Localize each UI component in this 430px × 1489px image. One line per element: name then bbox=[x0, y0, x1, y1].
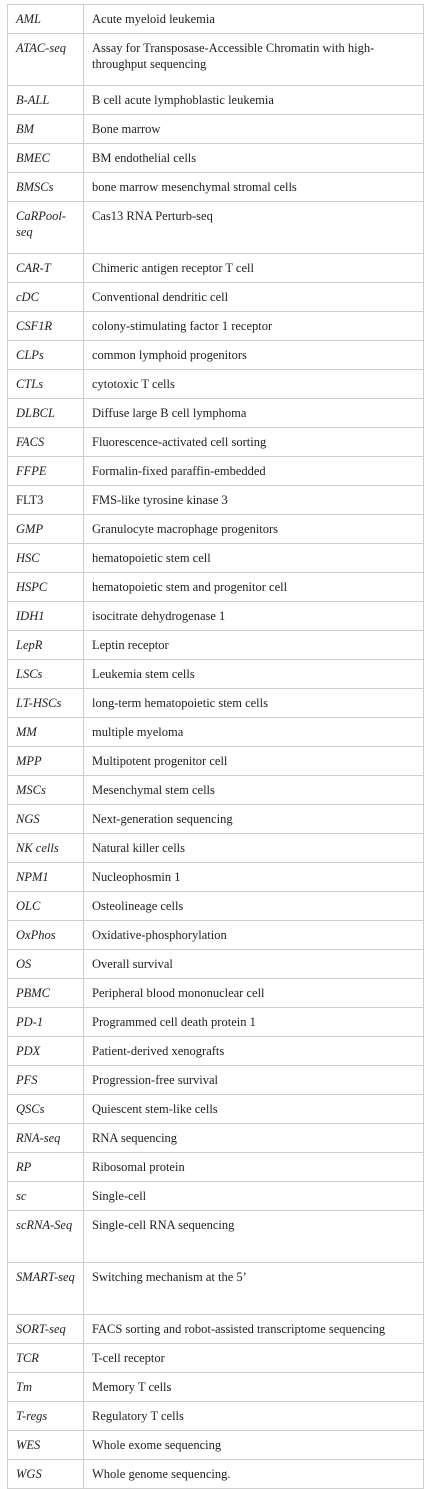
definition-cell: hematopoietic stem and progenitor cell bbox=[84, 573, 424, 602]
abbreviation-cell: cDC bbox=[8, 283, 84, 312]
abbreviation-cell: PFS bbox=[8, 1066, 84, 1095]
table-row bbox=[8, 1315, 424, 1344]
abbreviation-cell: scRNA-Seq bbox=[8, 1211, 84, 1263]
abbreviation-cell: CLPs bbox=[8, 341, 84, 370]
table-row bbox=[8, 254, 424, 283]
abbreviation-cell: OLC bbox=[8, 892, 84, 921]
table-row bbox=[8, 1008, 424, 1037]
table-row bbox=[8, 776, 424, 805]
definition-cell: bone marrow mesenchymal stromal cells bbox=[84, 173, 424, 202]
abbreviation-cell: CSF1R bbox=[8, 312, 84, 341]
definition-cell: Programmed cell death protein 1 bbox=[84, 1008, 424, 1037]
table-row bbox=[8, 428, 424, 457]
definition-cell: FMS-like tyrosine kinase 3 bbox=[84, 486, 424, 515]
abbreviation-cell: HSPC bbox=[8, 573, 84, 602]
table-row bbox=[8, 805, 424, 834]
abbreviation-cell: B-ALL bbox=[8, 86, 84, 115]
abbreviation-cell: PBMC bbox=[8, 979, 84, 1008]
definition-cell: colony-stimulating factor 1 receptor bbox=[84, 312, 424, 341]
definition-cell: Osteolineage cells bbox=[84, 892, 424, 921]
definition-cell: multiple myeloma bbox=[84, 718, 424, 747]
definition-cell: T-cell receptor bbox=[84, 1344, 424, 1373]
abbreviation-cell: GMP bbox=[8, 515, 84, 544]
table-row bbox=[8, 312, 424, 341]
abbreviation-cell: CaRPool-seq bbox=[8, 202, 84, 254]
definition-cell: RNA sequencing bbox=[84, 1124, 424, 1153]
definition-cell: Quiescent stem-like cells bbox=[84, 1095, 424, 1124]
abbreviation-cell: PDX bbox=[8, 1037, 84, 1066]
abbreviation-cell: AML bbox=[8, 5, 84, 34]
abbreviation-cell: NPM1 bbox=[8, 863, 84, 892]
table-row bbox=[8, 86, 424, 115]
table-row bbox=[8, 689, 424, 718]
abbreviation-cell: FACS bbox=[8, 428, 84, 457]
definition-cell: Patient-derived xenografts bbox=[84, 1037, 424, 1066]
definition-cell: Acute myeloid leukemia bbox=[84, 5, 424, 34]
abbreviation-cell: NK cells bbox=[8, 834, 84, 863]
definition-cell: Granulocyte macrophage progenitors bbox=[84, 515, 424, 544]
abbreviation-cell: BM bbox=[8, 115, 84, 144]
abbreviation-cell: NGS bbox=[8, 805, 84, 834]
definition-cell: BM endothelial cells bbox=[84, 144, 424, 173]
table-row bbox=[8, 5, 424, 34]
abbreviation-cell: LepR bbox=[8, 631, 84, 660]
table-row bbox=[8, 602, 424, 631]
table-row bbox=[8, 341, 424, 370]
table-row bbox=[8, 1066, 424, 1095]
abbreviation-cell: QSCs bbox=[8, 1095, 84, 1124]
definition-cell: Whole exome sequencing bbox=[84, 1431, 424, 1460]
table-row bbox=[8, 1460, 424, 1489]
abbreviation-cell: DLBCL bbox=[8, 399, 84, 428]
table-row bbox=[8, 1095, 424, 1124]
definition-cell: Conventional dendritic cell bbox=[84, 283, 424, 312]
table-row bbox=[8, 1037, 424, 1066]
definition-cell: Natural killer cells bbox=[84, 834, 424, 863]
table-row bbox=[8, 747, 424, 776]
definition-cell: Whole genome sequencing. bbox=[84, 1460, 424, 1489]
definition-cell: Cas13 RNA Perturb-seq bbox=[84, 202, 424, 254]
definition-cell: Mesenchymal stem cells bbox=[84, 776, 424, 805]
table-row bbox=[8, 950, 424, 979]
definition-cell: Overall survival bbox=[84, 950, 424, 979]
abbreviation-cell: SORT-seq bbox=[8, 1315, 84, 1344]
table-row bbox=[8, 1153, 424, 1182]
abbreviation-cell: PD-1 bbox=[8, 1008, 84, 1037]
abbreviation-cell: MM bbox=[8, 718, 84, 747]
definition-cell: Memory T cells bbox=[84, 1373, 424, 1402]
definition-cell: Single-cell RNA sequencing bbox=[84, 1211, 424, 1263]
definition-cell: hematopoietic stem cell bbox=[84, 544, 424, 573]
definition-cell: Next-generation sequencing bbox=[84, 805, 424, 834]
definition-cell: Ribosomal protein bbox=[84, 1153, 424, 1182]
definition-cell: Progression-free survival bbox=[84, 1066, 424, 1095]
definition-cell: Oxidative-phosphorylation bbox=[84, 921, 424, 950]
abbreviation-cell: SMART-seq bbox=[8, 1263, 84, 1315]
definition-cell: Assay for Transposase-Accessible Chromatin with high-throughput sequencing bbox=[84, 34, 424, 86]
definition-cell: B cell acute lymphoblastic leukemia bbox=[84, 86, 424, 115]
abbreviation-cell: CTLs bbox=[8, 370, 84, 399]
table-row bbox=[8, 544, 424, 573]
abbreviation-cell: ATAC-seq bbox=[8, 34, 84, 86]
abbreviation-cell: Tm bbox=[8, 1373, 84, 1402]
table-row bbox=[8, 1124, 424, 1153]
table-row bbox=[8, 834, 424, 863]
table-row bbox=[8, 863, 424, 892]
abbreviation-cell: RP bbox=[8, 1153, 84, 1182]
abbreviation-cell: IDH1 bbox=[8, 602, 84, 631]
abbreviation-cell: sc bbox=[8, 1182, 84, 1211]
table-row bbox=[8, 144, 424, 173]
table-row bbox=[8, 34, 424, 86]
abbreviation-cell: BMEC bbox=[8, 144, 84, 173]
abbreviation-cell: MPP bbox=[8, 747, 84, 776]
definition-cell: Single-cell bbox=[84, 1182, 424, 1211]
table-row bbox=[8, 1373, 424, 1402]
abbreviation-cell: WES bbox=[8, 1431, 84, 1460]
table-row bbox=[8, 457, 424, 486]
definition-cell: Regulatory T cells bbox=[84, 1402, 424, 1431]
abbreviation-cell: BMSCs bbox=[8, 173, 84, 202]
definition-cell: Chimeric antigen receptor T cell bbox=[84, 254, 424, 283]
table-row bbox=[8, 515, 424, 544]
abbreviation-cell: LT-HSCs bbox=[8, 689, 84, 718]
abbreviation-cell: HSC bbox=[8, 544, 84, 573]
definition-cell: isocitrate dehydrogenase 1 bbox=[84, 602, 424, 631]
definition-cell: Fluorescence-activated cell sorting bbox=[84, 428, 424, 457]
abbreviation-cell: CAR-T bbox=[8, 254, 84, 283]
table-row bbox=[8, 173, 424, 202]
table-row bbox=[8, 1344, 424, 1373]
definition-cell: Formalin-fixed paraffin-embedded bbox=[84, 457, 424, 486]
abbreviation-cell: LSCs bbox=[8, 660, 84, 689]
abbreviation-cell: TCR bbox=[8, 1344, 84, 1373]
table-row bbox=[8, 1402, 424, 1431]
table-row bbox=[8, 1182, 424, 1211]
definition-cell: Diffuse large B cell lymphoma bbox=[84, 399, 424, 428]
abbreviation-cell: FLT3 bbox=[8, 486, 84, 515]
table-row bbox=[8, 486, 424, 515]
table-row bbox=[8, 1431, 424, 1460]
abbreviations-table bbox=[7, 4, 424, 1489]
table-row bbox=[8, 573, 424, 602]
table-row bbox=[8, 202, 424, 254]
definition-cell: Switching mechanism at the 5’ bbox=[84, 1263, 424, 1315]
table-row bbox=[8, 1211, 424, 1263]
definition-cell: Leptin receptor bbox=[84, 631, 424, 660]
table-row bbox=[8, 115, 424, 144]
table-row bbox=[8, 283, 424, 312]
abbreviation-cell: T-regs bbox=[8, 1402, 84, 1431]
table-row bbox=[8, 921, 424, 950]
table-row bbox=[8, 892, 424, 921]
definition-cell: Multipotent progenitor cell bbox=[84, 747, 424, 776]
definition-cell: long-term hematopoietic stem cells bbox=[84, 689, 424, 718]
abbreviation-cell: MSCs bbox=[8, 776, 84, 805]
table-row bbox=[8, 370, 424, 399]
abbreviation-cell: RNA-seq bbox=[8, 1124, 84, 1153]
definition-cell: common lymphoid progenitors bbox=[84, 341, 424, 370]
table-row bbox=[8, 1263, 424, 1315]
definition-cell: cytotoxic T cells bbox=[84, 370, 424, 399]
table-row bbox=[8, 660, 424, 689]
table-row bbox=[8, 631, 424, 660]
table-row bbox=[8, 979, 424, 1008]
table-row bbox=[8, 399, 424, 428]
abbreviation-cell: OxPhos bbox=[8, 921, 84, 950]
table-row bbox=[8, 718, 424, 747]
definition-cell: Bone marrow bbox=[84, 115, 424, 144]
abbreviation-cell: WGS bbox=[8, 1460, 84, 1489]
definition-cell: Leukemia stem cells bbox=[84, 660, 424, 689]
abbreviation-cell: OS bbox=[8, 950, 84, 979]
abbreviation-cell: FFPE bbox=[8, 457, 84, 486]
definition-cell: FACS sorting and robot-assisted transcriptome sequencing bbox=[84, 1315, 424, 1344]
definition-cell: Peripheral blood mononuclear cell bbox=[84, 979, 424, 1008]
definition-cell: Nucleophosmin 1 bbox=[84, 863, 424, 892]
